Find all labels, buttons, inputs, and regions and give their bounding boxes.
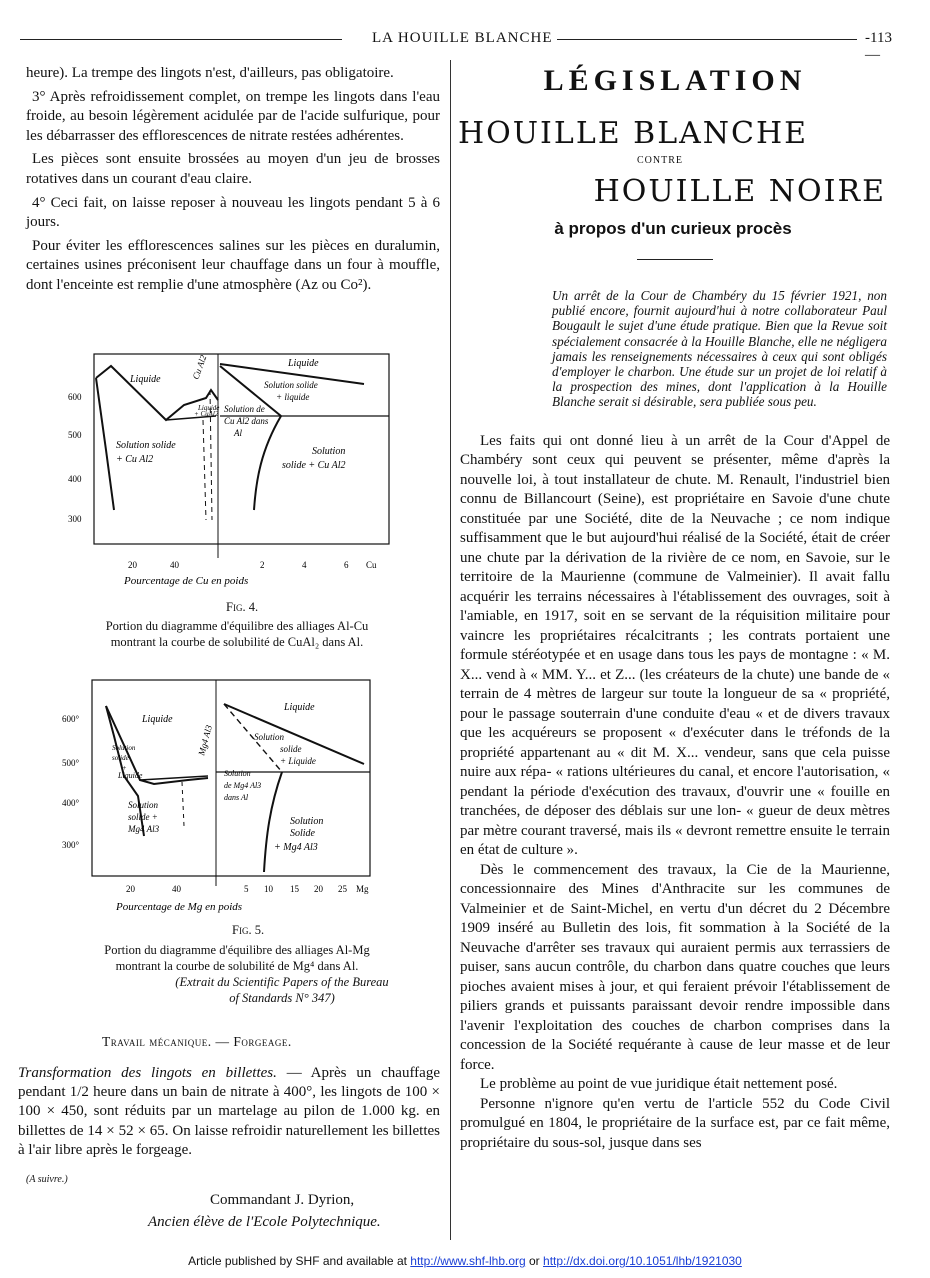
page-number: -113 — <box>865 30 892 63</box>
section-rubric: LÉGISLATION <box>543 64 807 97</box>
fig5-xtick: 20 <box>314 884 323 894</box>
fig5-xtick: 15 <box>290 884 299 894</box>
fig4-label: Fig. 4. <box>226 600 259 614</box>
fig4-region: Liquide <box>130 374 161 385</box>
footer-link-doi[interactable]: http://dx.doi.org/10.1051/lhb/1921030 <box>543 1254 742 1268</box>
footer-link-shf[interactable]: http://www.shf-lhb.org <box>410 1254 526 1268</box>
paragraph: Pour éviter les efflorescences salines sur les pièces en duralumin, certaines usines préconisent leur chauffage dans un four à mouffle, dont l'enceinte est remplie d'une atmosphère (Az ou Co²). <box>26 237 440 293</box>
fig5-xtick: 10 <box>264 884 273 894</box>
article-body <box>460 432 890 1154</box>
fig4-dash2 <box>203 420 206 520</box>
fig5-source-line: of Standards N° 347) <box>229 991 335 1005</box>
section-heading: Travail mécanique. — Forgeage. <box>102 1034 292 1049</box>
fig5-region: Mg4 Al3 <box>128 824 160 834</box>
fig4-ytick: 400 <box>68 474 82 484</box>
fig4-xunit: Cu <box>366 560 377 570</box>
paragraph: Dès le commencement des travaux, la Cie de la Maurienne, concessionnaire des Mines d'Anthracite sur les communes de Valmeinier et de Saint-Michel, en vertu d'un décret du 2 Décembre 1909 inséré au Bulletin des lois, fit sommation à la Société de la Neuvache d'arrêter ses travaux qui auraient permis aux terrassiers de puiser, sans aucun contrôle, du charbon dans quatre couches que leurs pioches avaient mises à jour, et qui feraient prévoir l'établissement de piliers grands et puissants paraissant devoir rendre impossible dans l'avenir l'exploitation des couches de charbon comprises dans la concession de la Société requérante à cause de leur masse et de leur force. <box>460 861 890 1073</box>
paragraph: 3° Après refroidissement complet, on trempe les lingots dans l'eau froide, au besoin légèrement acidulée par de l'acide sulfurique, pour les débarrasser des efflorescences de nitrate restées adhérentes. <box>26 88 440 144</box>
fig5-region: + Mg4 Al3 <box>274 842 318 853</box>
author-name: Commandant J. Dyrion, <box>210 1192 355 1208</box>
fig4-caption <box>46 618 428 650</box>
paragraph: Les pièces sont ensuite brossées au moyen d'un jeu de brosses rotatives dans un courant d'eau claire. <box>26 151 440 187</box>
fig5-region: Solution <box>254 732 285 742</box>
fig5-ytick: 300° <box>62 840 80 850</box>
to-be-continued: (A suivre.) <box>26 1174 68 1185</box>
fig5-xtick: 25 <box>338 884 347 894</box>
fig4-ytick: 300 <box>68 514 82 524</box>
fig5-xtick: 5 <box>244 884 249 894</box>
fig4-region: + liquide <box>276 392 310 402</box>
fig5-caption <box>46 942 428 1006</box>
footer-text: Article published by SHF and available at <box>188 1254 411 1268</box>
fig4-ytick: 500 <box>68 430 82 440</box>
fig5-region: + <box>122 764 127 772</box>
fig4-region: Liquide <box>198 404 220 412</box>
fig5-region: Solide <box>290 828 315 839</box>
fig4-ytick: 600 <box>68 392 82 402</box>
fig4-xlabel: Pourcentage de Cu en poids <box>124 575 249 587</box>
article-title-contre: CONTRE <box>637 155 683 166</box>
left-column-text <box>26 64 440 296</box>
forge-lead: Transformation des lingots en billettes. <box>18 1065 277 1081</box>
article-title-1: HOUILLE BLANCHE <box>458 116 809 151</box>
fig5-xtick: 40 <box>172 884 181 894</box>
column-divider <box>450 60 451 1240</box>
fig5-dash <box>182 782 184 826</box>
forge-paragraph <box>18 1064 440 1160</box>
fig5-ytick: 400° <box>62 798 80 808</box>
forge-text: — Après un chauffage pendant 1/2 heure dans un bain de nitrate à 400°, les lingots de 100 × 100 × 450, sont réduits par un martelage au pilon de 1.000 kg. en billettes de 14 × 52 × 65. On laisse refroidir naturellement les billettes à l'air libre après le forgeage. <box>18 1065 440 1158</box>
publication-footer <box>0 1254 930 1268</box>
header-rule-left <box>20 39 342 40</box>
fig5-source-line: (Extrait du Scientific Papers of the Bureau <box>175 975 389 989</box>
fig5-region: Solution <box>128 800 159 810</box>
fig4-region: Solution <box>312 446 346 457</box>
fig4-caption-line: Portion du diagramme d'équilibre des alliages Al-Cu <box>105 619 369 633</box>
fig4-xtick: 20 <box>128 560 137 570</box>
fig4-xtick: 4 <box>302 560 307 570</box>
fig4-region: Cu Al2 <box>190 353 209 381</box>
fig5-region: Solution <box>290 816 324 827</box>
fig5-ytick: 500° <box>62 758 80 768</box>
page-header <box>20 28 892 63</box>
fig5-region: Liquide <box>142 714 173 725</box>
fig4-xtick: 6 <box>344 560 349 570</box>
article-subtitle: à propos d'un curieux procès <box>554 219 792 238</box>
fig5-label: Fig. 5. <box>232 923 265 937</box>
figure-4-diagram <box>66 350 406 590</box>
paragraph: Personne n'ignore qu'en vertu de l'article 552 du Code Civil promulgué en 1804, le propriétaire de la surface est, par ce fait même, propriétaire du sous-sol, jusque dans ses <box>460 1095 890 1151</box>
paragraph: Les faits qui ont donné lieu à un arrêt de la Cour d'Appel de Chambéry sont ceux qui peuvent se présenter, même d'après la nouvelle loi, à tout installateur de chute. M. Renault, l'industriel bien connu de Billancourt (Seine), est propriétaire en Savoie d'une chute constituée par une Société, dite de la Neuvache ; ce nom indique suffisamment que le but aujourd'hui réalisé de la Société, était de créer une chute par la dérivation de la rivière de ce nom, en Savoie, sur le territoire de la Maurienne (commune de Valmeinier). Il avait fallu acquérir les terrains nécessaires à l'établissement des ouvrages, soit à l'amiable, en 1917, soit en se servant de la réquisition militaire pour vaincre les propriétaires récalcitrants ; les contrats portaient une formule stéréotypée et en usage dans tous les pays de montagne : « M. X... vend à « MM. Y... et Z... (les créateurs de la chute) une bande de « terrain de 4 mètres de largeur sur toute la longueur de sa « propriété, pour le passage souterrain d'une conduite d'eau « et de divers travaux que les acquéreurs se proposent « d'exécuter dans le tréfonds de la propriété appartenant au « dit M. X... vendeur, sans que cela puisse nuire aux répa- « rations ultérieures du canal, et encore l'autorisation, « pendant la période d'exécution des travaux, d'ouvrir une « fouille en tranchées, de déposer des déblais sur une lon- « gueur de deux mètres par mètre courant traversé, mais ils « devront remettre ensuite le terrain en état de culture ». <box>460 432 890 859</box>
fig5-region: Solution <box>224 769 251 778</box>
fig4-xtick: 2 <box>260 560 265 570</box>
paragraph: 4° Ceci fait, on laisse reposer à nouveau les lingots pendant 5 à 6 jours. <box>26 194 440 231</box>
fig4-region: + Cu Al2 <box>116 454 154 465</box>
title-rule <box>637 259 713 260</box>
fig5-region: Liquide <box>118 771 143 780</box>
paragraph: heure). La trempe des lingots n'est, d'ailleurs, pas obligatoire. <box>26 65 394 81</box>
fig5-region: solide <box>112 754 129 762</box>
fig5-caption-line: Portion du diagramme d'équilibre des alliages Al-Mg <box>104 943 370 957</box>
fig4-solvus-right <box>254 416 281 510</box>
fig4-xtick: 40 <box>170 560 179 570</box>
fig5-region: dans Al <box>224 793 249 802</box>
fig5-liquidus-right <box>224 704 364 764</box>
journal-title: LA HOUILLE BLANCHE <box>372 30 553 46</box>
fig5-region: de Mg4 Al3 <box>224 781 262 790</box>
fig5-region: Liquide <box>284 702 315 713</box>
fig4-solvus-left <box>96 378 114 510</box>
article-title-2: HOUILLE NOIRE <box>593 174 886 209</box>
fig5-region: solide <box>280 744 302 754</box>
paragraph: Le problème au point de vue juridique était nettement posé. <box>480 1076 838 1093</box>
fig5-xunit: Mg <box>356 884 369 894</box>
fig5-region: Mg4 Al3 <box>196 723 214 757</box>
fig5-region: + Liquide <box>280 756 316 766</box>
author-title: Ancien élève de l'Ecole Polytechnique. <box>148 1214 381 1230</box>
fig4-region: + CuAl2 <box>194 410 219 418</box>
fig4-caption-line: montrant la courbe de solubilité de CuAl₂ dans Al. <box>110 635 364 649</box>
fig4-region: Cu Al2 dans <box>224 416 269 426</box>
fig4-region: Solution solide <box>116 440 176 451</box>
article-standfirst: Un arrêt de la Cour de Chambéry du 15 février 1921, non publié encore, fournit aujourd'hui à notre collaborateur Paul Bougault le sujet d'une étude pratique. Bien que la Revue soit spécialement consacrée à la Houille Blanche, elle ne négligera jamais les renseignements nécessaires à ceux qui sont obligés d'employer le charbon. Une étude sur un projet de loi relatif à la prospection des mines, dont l'application à la Houille Blanche serait si désirable, sera publiée sous peu. <box>552 288 887 410</box>
fig4-region: Al <box>234 428 242 438</box>
footer-text: or <box>525 1254 544 1268</box>
figure-5-diagram <box>58 676 388 916</box>
fig5-caption-line: montrant la courbe de solubilité de Mg⁴ dans Al. <box>115 959 359 973</box>
fig5-ytick: 600° <box>62 714 80 724</box>
right-column <box>460 62 890 1153</box>
fig5-solvus-right <box>264 772 282 872</box>
fig4-region: Solution de <box>224 404 265 414</box>
header-rule-right <box>557 39 857 40</box>
fig4-region: Solution solide <box>264 380 318 390</box>
fig5-region: Solution <box>112 744 136 752</box>
fig4-region: solide + Cu Al2 <box>282 460 346 471</box>
fig5-xlabel: Pourcentage de Mg en poids <box>116 901 243 913</box>
fig5-xtick: 20 <box>126 884 135 894</box>
fig4-region: Liquide <box>288 358 319 369</box>
fig5-region: solide + <box>128 812 158 822</box>
